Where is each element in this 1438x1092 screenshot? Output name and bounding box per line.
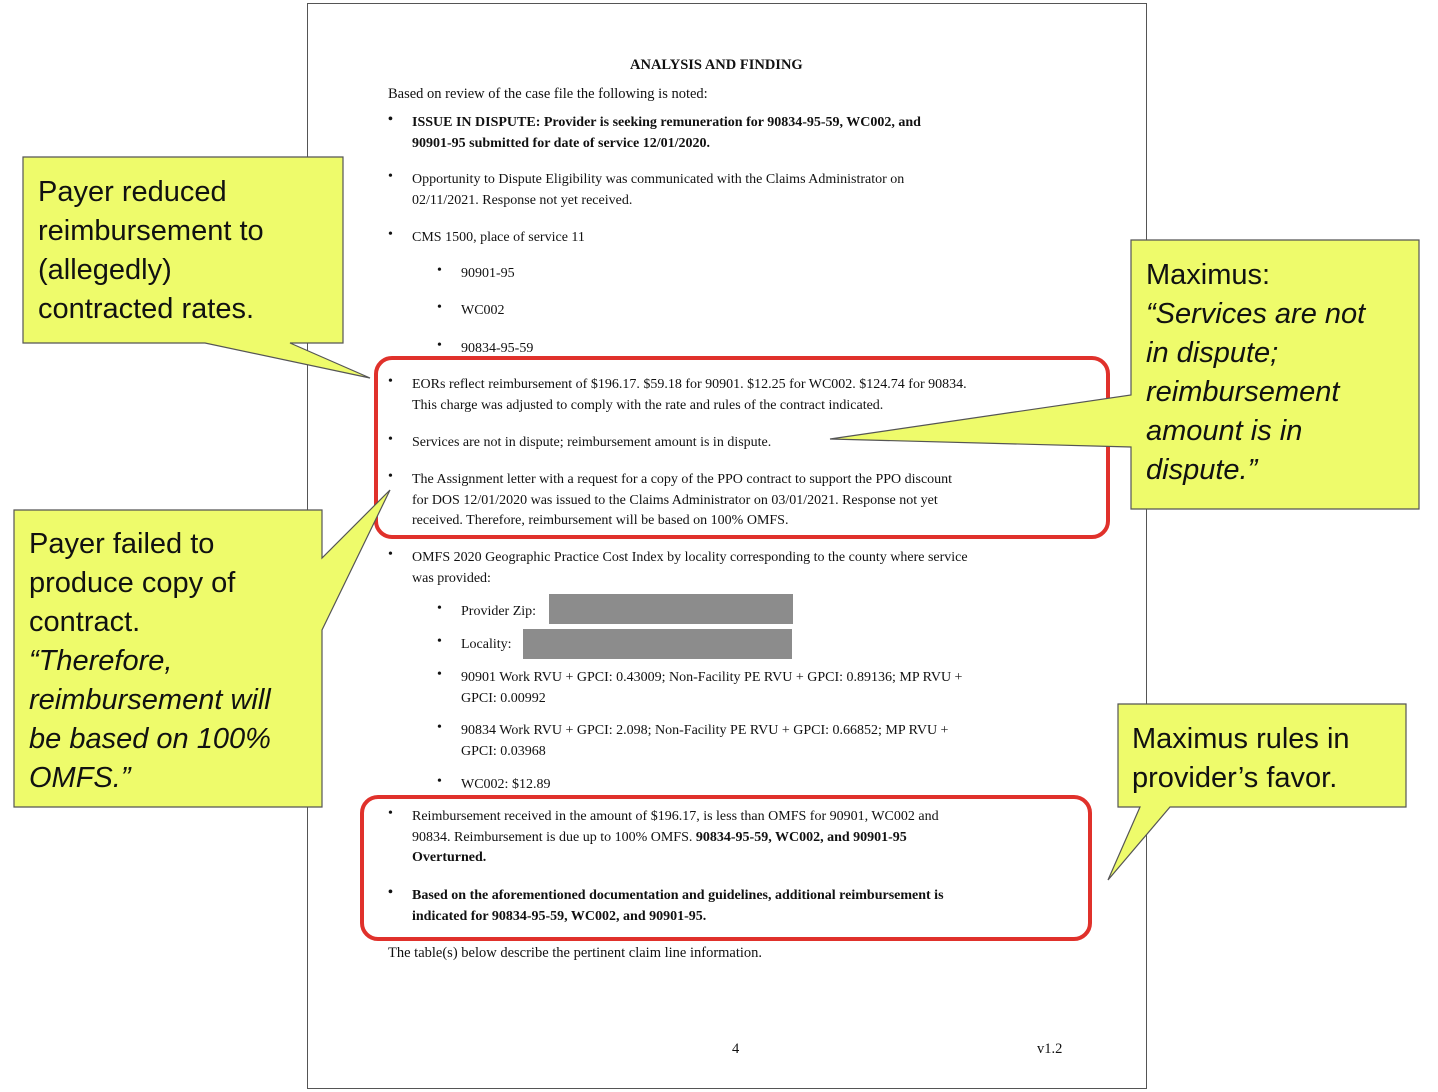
callout-label: Maximus: xyxy=(1146,259,1271,291)
bullet-dot: • xyxy=(388,806,393,821)
received-line1: Reimbursement received in the amount of $196.17, is less than OMFS for 90901, WC002 and xyxy=(412,809,939,824)
rvu2-line2: GPCI: 0.03968 xyxy=(461,743,546,759)
document-heading: ANALYSIS AND FINDING xyxy=(630,57,803,73)
callout-payer-failed xyxy=(29,525,271,798)
bullet-dot: • xyxy=(388,547,393,562)
received-overturned: Overturned. xyxy=(412,850,487,865)
callout-line: Payer failed to xyxy=(29,528,215,560)
bullet-dot: • xyxy=(388,112,393,127)
bullet-dot: • xyxy=(388,169,393,184)
bullet-dot: • xyxy=(437,338,442,353)
callout-quote-line: reimbursement will xyxy=(29,684,271,716)
callout-quote-line: “Services are not xyxy=(1146,298,1366,330)
callout-line: (allegedly) xyxy=(38,254,172,286)
issue-text-line1: : Provider is seeking remuneration for 90834-95-59, WC002, and xyxy=(535,115,921,130)
callout-maximus-quote xyxy=(1146,256,1365,490)
based-line1: Based on the aforementioned documentation and guidelines, additional reimbursement is xyxy=(412,888,944,903)
eor-line1: EORs reflect reimbursement of $196.17. $59.18 for 90901. $12.25 for WC002. $124.74 for 90834. xyxy=(412,377,967,392)
assign-line2: for DOS 12/01/2020 was issued to the Claims Administrator on 03/01/2021. Response not yet xyxy=(412,492,938,508)
callout-quote-line: be based on 100% xyxy=(29,723,271,755)
callout-quote-line: dispute.” xyxy=(1146,454,1258,486)
bullet-dot: • xyxy=(388,374,393,389)
page-number: 4 xyxy=(732,1041,740,1057)
callout-line: contract. xyxy=(29,606,141,638)
bullet-dot: • xyxy=(388,469,393,484)
bullet-dot: • xyxy=(437,300,442,315)
rvu2-line1: 90834 Work RVU + GPCI: 2.098; Non-Facility PE RVU + GPCI: 0.66852; MP RVU + xyxy=(461,723,949,738)
callout-quote-line: OMFS.” xyxy=(29,762,131,794)
bullet-dot: • xyxy=(437,263,442,278)
bullet-dot: • xyxy=(388,432,393,447)
rvu1-line1: 90901 Work RVU + GPCI: 0.43009; Non-Facility PE RVU + GPCI: 0.89136; MP RVU + xyxy=(461,670,963,685)
opportunity-line2: 02/11/2021. Response not yet received. xyxy=(412,192,633,208)
callout-quote-line: amount is in xyxy=(1146,415,1303,447)
callout-quote-line: reimbursement xyxy=(1146,376,1340,408)
issue-text-line2: 90901-95 submitted for date of service 12/01/2020. xyxy=(412,135,710,151)
bullet-dot: • xyxy=(437,720,442,735)
locality-label: Locality: xyxy=(461,637,512,652)
callout-line: Maximus rules in xyxy=(1132,723,1350,755)
bullet-dot: • xyxy=(388,885,393,900)
issue-label: ISSUE IN DISPUTE xyxy=(412,115,536,130)
wc002-amount: WC002: $12.89 xyxy=(461,777,551,792)
assign-line1: The Assignment letter with a request for a copy of the PPO contract to support the PPO discount xyxy=(412,472,953,487)
services-text: Services are not in dispute; reimbursement amount is in dispute. xyxy=(412,435,772,450)
code-text: WC002 xyxy=(461,303,505,318)
omfs-line1: OMFS 2020 Geographic Practice Cost Index by locality corresponding to the county where service xyxy=(412,550,968,565)
omfs-line2: was provided: xyxy=(412,570,491,586)
code-text: 90901-95 xyxy=(461,266,515,281)
bullet-dot: • xyxy=(437,667,442,682)
callout-maximus-rules xyxy=(1132,720,1350,798)
cms-text: CMS 1500, place of service 11 xyxy=(412,230,585,245)
version-label: v1.2 xyxy=(1037,1041,1063,1057)
table-note: The table(s) below describe the pertinent claim line information. xyxy=(388,945,763,961)
code-text: 90834-95-59 xyxy=(461,341,534,356)
eor-line2: This charge was adjusted to comply with the rate and rules of the contract indicated. xyxy=(412,397,884,413)
received-line2: 90834. Reimbursement is due up to 100% OMFS. xyxy=(412,829,696,845)
bullet-dot: • xyxy=(437,601,442,616)
bullet-dot: • xyxy=(388,227,393,242)
callout-line: Payer reduced xyxy=(38,176,227,208)
based-line2: indicated for 90834-95-59, WC002, and 90901-95. xyxy=(412,908,707,924)
provider-zip-label: Provider Zip: xyxy=(461,604,537,619)
callout-line: produce copy of xyxy=(29,567,236,599)
opportunity-line1: Opportunity to Dispute Eligibility was communicated with the Claims Administrator on xyxy=(412,172,905,187)
rvu1-line2: GPCI: 0.00992 xyxy=(461,690,546,706)
callout-line: contracted rates. xyxy=(38,293,254,325)
bullet-dot: • xyxy=(437,774,442,789)
callout-line: reimbursement to xyxy=(38,215,264,247)
callout-line: provider’s favor. xyxy=(1132,762,1338,794)
callout-payer-reduced xyxy=(38,173,264,329)
callout-quote-line: in dispute; xyxy=(1146,337,1279,369)
assign-line3: received. Therefore, reimbursement will be based on 100% OMFS. xyxy=(412,513,789,528)
bullet-dot: • xyxy=(437,634,442,649)
received-line2-bold: 90834-95-59, WC002, and 90901-95 xyxy=(695,829,907,845)
intro-text: Based on review of the case file the following is noted: xyxy=(388,86,708,102)
callout-quote-line: “Therefore, xyxy=(29,645,173,677)
